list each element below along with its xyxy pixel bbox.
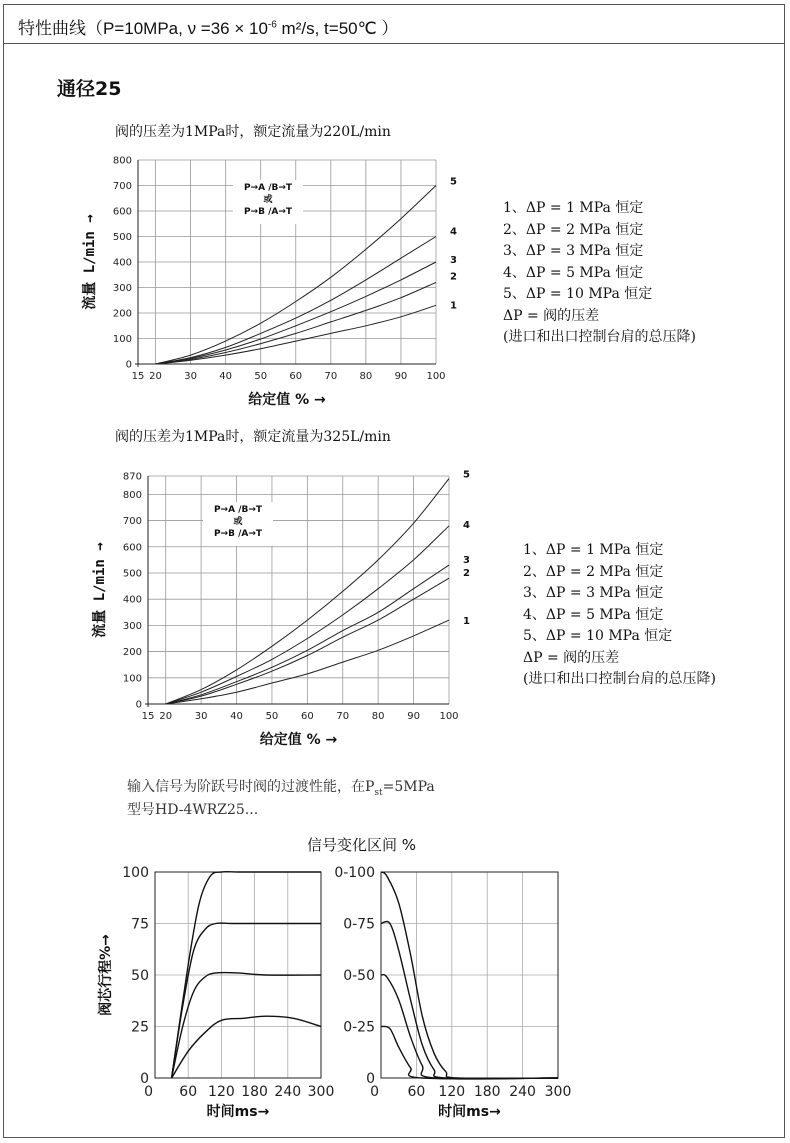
step-chart-close <box>330 858 580 1128</box>
x-tick-label: 240 <box>509 1084 536 1100</box>
legend-2 <box>523 540 716 691</box>
legend-note: (进口和出口控制台肩的总压降) <box>503 329 696 345</box>
legend-item: 3、ΔP = 3 MPa 恒定 <box>503 243 644 259</box>
legend-1 <box>503 198 696 349</box>
x-tick-label: 60 <box>179 1084 198 1100</box>
annotation-text: 或 <box>233 517 243 527</box>
x-tick-label: 40 <box>230 711 243 722</box>
series-line-0-75 <box>381 922 558 1079</box>
y-tick-label: 0 <box>140 1071 149 1087</box>
flow-chart-1 <box>60 148 460 413</box>
legend-item: 4、ΔP = 5 MPa 恒定 <box>523 606 664 623</box>
y-tick-label: 200 <box>112 308 132 320</box>
y-tick-label: 0 <box>125 359 132 371</box>
annotation-text: P→A /B→T <box>243 183 293 193</box>
legend-item: 1、ΔP = 1 MPa 恒定 <box>523 542 664 558</box>
x-tick-label: 90 <box>407 711 420 722</box>
series-label-1: 1 <box>463 616 470 628</box>
series-label-3: 3 <box>463 555 470 567</box>
y-tick-label: 0-100 <box>334 865 375 881</box>
series-label-4: 4 <box>450 226 457 238</box>
x-tick-label: 80 <box>359 371 373 382</box>
y-tick-label: 400 <box>112 257 132 269</box>
legend-item: 2、ΔP = 2 MPa 恒定 <box>503 221 644 238</box>
step-caption-line2: 型号HD-4WRZ25... <box>127 802 259 818</box>
step-chart-title: 信号变化区间 % <box>307 836 417 854</box>
series-line-0-75 <box>172 923 321 1078</box>
series-label-4: 4 <box>463 519 470 531</box>
legend-note: ΔP = 阀的压差 <box>503 307 600 324</box>
x-tick-label: 180 <box>473 1084 501 1100</box>
legend-item: 2、ΔP = 2 MPa 恒定 <box>523 563 664 580</box>
x-tick-label: 100 <box>439 711 459 722</box>
y-tick-label: 800 <box>112 155 132 167</box>
flow-chart-2 <box>60 458 470 758</box>
series-label-1: 1 <box>450 300 457 312</box>
chart1-caption: 阀的压差为1MPa时，额定流量为220L/min <box>115 124 391 140</box>
series-line-0-25 <box>172 1016 321 1078</box>
y-tick-label: 100 <box>122 673 142 685</box>
x-tick-label: 60 <box>289 371 303 382</box>
step-caption-line1: 输入信号为阶跃号时阀的过渡性能，在$P_{st}=5MPa$ <box>127 779 435 798</box>
y-tick-label: 600 <box>112 206 132 218</box>
chart2-caption: 阀的压差为1MPa时，额定流量为325L/min <box>115 429 391 445</box>
legend-item: 4、ΔP = 5 MPa 恒定 <box>503 264 644 281</box>
y-tick-label: 25 <box>131 1019 149 1036</box>
x-tick-label: 50 <box>254 371 268 382</box>
annotation-text: 或 <box>263 195 273 205</box>
header-bar <box>3 4 785 44</box>
x-tick-label: 60 <box>407 1084 426 1100</box>
step-chart-open <box>85 858 335 1128</box>
header-title: 特性曲线（P=10MPa, $\nu =36 \times 10^{-6}$ m²/s, t=50℃ ） <box>18 19 399 38</box>
y-tick-label: 0-50 <box>343 968 375 984</box>
legend-item: 5、ΔP = 10 MPa 恒定 <box>523 628 673 644</box>
x-tick-label: 80 <box>371 711 385 722</box>
x-tick-label: 50 <box>265 711 279 722</box>
y-tick-label: 0-25 <box>343 1019 375 1036</box>
x-tick-label: 70 <box>324 371 338 382</box>
x-tick-label: 180 <box>241 1084 268 1100</box>
x-tick-label: 30 <box>194 711 208 722</box>
x-tick-label: 40 <box>219 371 233 382</box>
y-tick-label: 700 <box>112 181 132 192</box>
x-tick-label: 20 <box>159 711 173 722</box>
x-tick-label: 60 <box>300 711 314 722</box>
annotation-text: P→A /B→T <box>213 505 263 515</box>
y-tick-label: 0 <box>135 699 142 711</box>
y-tick-label: 200 <box>122 647 142 659</box>
y-tick-label: 700 <box>122 516 142 528</box>
x-axis-label: 时间ms→ <box>438 1104 501 1120</box>
x-tick-label: 100 <box>426 371 446 382</box>
legend-item: 5、ΔP = 10 MPa 恒定 <box>503 286 653 302</box>
y-tick-label: 100 <box>122 865 149 881</box>
y-tick-label: 870 <box>122 471 142 483</box>
annotation-text: P→B /A→T <box>213 529 263 539</box>
series-line-0-50 <box>172 973 321 1078</box>
x-tick-label: 300 <box>307 1084 335 1100</box>
y-tick-label: 800 <box>122 489 142 501</box>
y-tick-label: 500 <box>112 232 132 243</box>
x-axis-label: 给定值 % → <box>248 392 326 408</box>
y-tick-label: 75 <box>131 916 149 933</box>
y-axis-label: 流量 L/min → <box>92 542 108 638</box>
legend-note: (进口和出口控制台肩的总压降) <box>523 671 716 687</box>
series-label-3: 3 <box>450 255 457 266</box>
x-tick-label: 240 <box>274 1084 302 1100</box>
x-tick-label: 15 <box>141 711 155 722</box>
x-axis-label: 给定值 % → <box>259 732 338 748</box>
x-tick-label: 300 <box>544 1084 572 1100</box>
legend-item: 1、ΔP = 1 MPa 恒定 <box>503 200 644 216</box>
legend-item: 3、ΔP = 3 MPa 恒定 <box>523 585 664 601</box>
x-tick-label: 20 <box>149 371 162 382</box>
series-label-5: 5 <box>463 469 470 481</box>
series-label-5: 5 <box>450 176 457 188</box>
x-tick-label: 120 <box>208 1084 235 1100</box>
x-tick-label: 15 <box>131 371 145 382</box>
y-tick-label: 100 <box>112 334 132 345</box>
y-tick-label: 0-75 <box>343 916 375 933</box>
annotation-text: P→B /A→T <box>243 207 293 217</box>
x-tick-label: 70 <box>336 711 350 722</box>
x-axis-label: 时间ms→ <box>206 1104 270 1120</box>
series-line-0-25 <box>381 1026 558 1078</box>
series-label-2: 2 <box>463 568 470 580</box>
x-tick-label: 0 <box>144 1084 153 1100</box>
y-tick-label: 400 <box>122 594 142 606</box>
x-tick-label: 90 <box>394 371 408 382</box>
y-tick-label: 600 <box>122 542 142 554</box>
y-tick-label: 50 <box>131 968 149 984</box>
y-axis-label: 阀芯行程%→ <box>98 934 114 1016</box>
page-title: 通径25 <box>57 78 122 100</box>
legend-note: ΔP = 阀的压差 <box>523 649 620 666</box>
y-tick-label: 0 <box>366 1071 375 1087</box>
y-tick-label: 500 <box>122 568 142 580</box>
x-tick-label: 120 <box>438 1084 466 1100</box>
y-axis-label: 流量 L/min → <box>82 214 98 310</box>
series-label-2: 2 <box>450 271 457 283</box>
y-tick-label: 300 <box>112 283 132 294</box>
x-tick-label: 30 <box>184 371 197 382</box>
x-tick-label: 0 <box>370 1084 379 1100</box>
y-tick-label: 300 <box>122 620 142 632</box>
